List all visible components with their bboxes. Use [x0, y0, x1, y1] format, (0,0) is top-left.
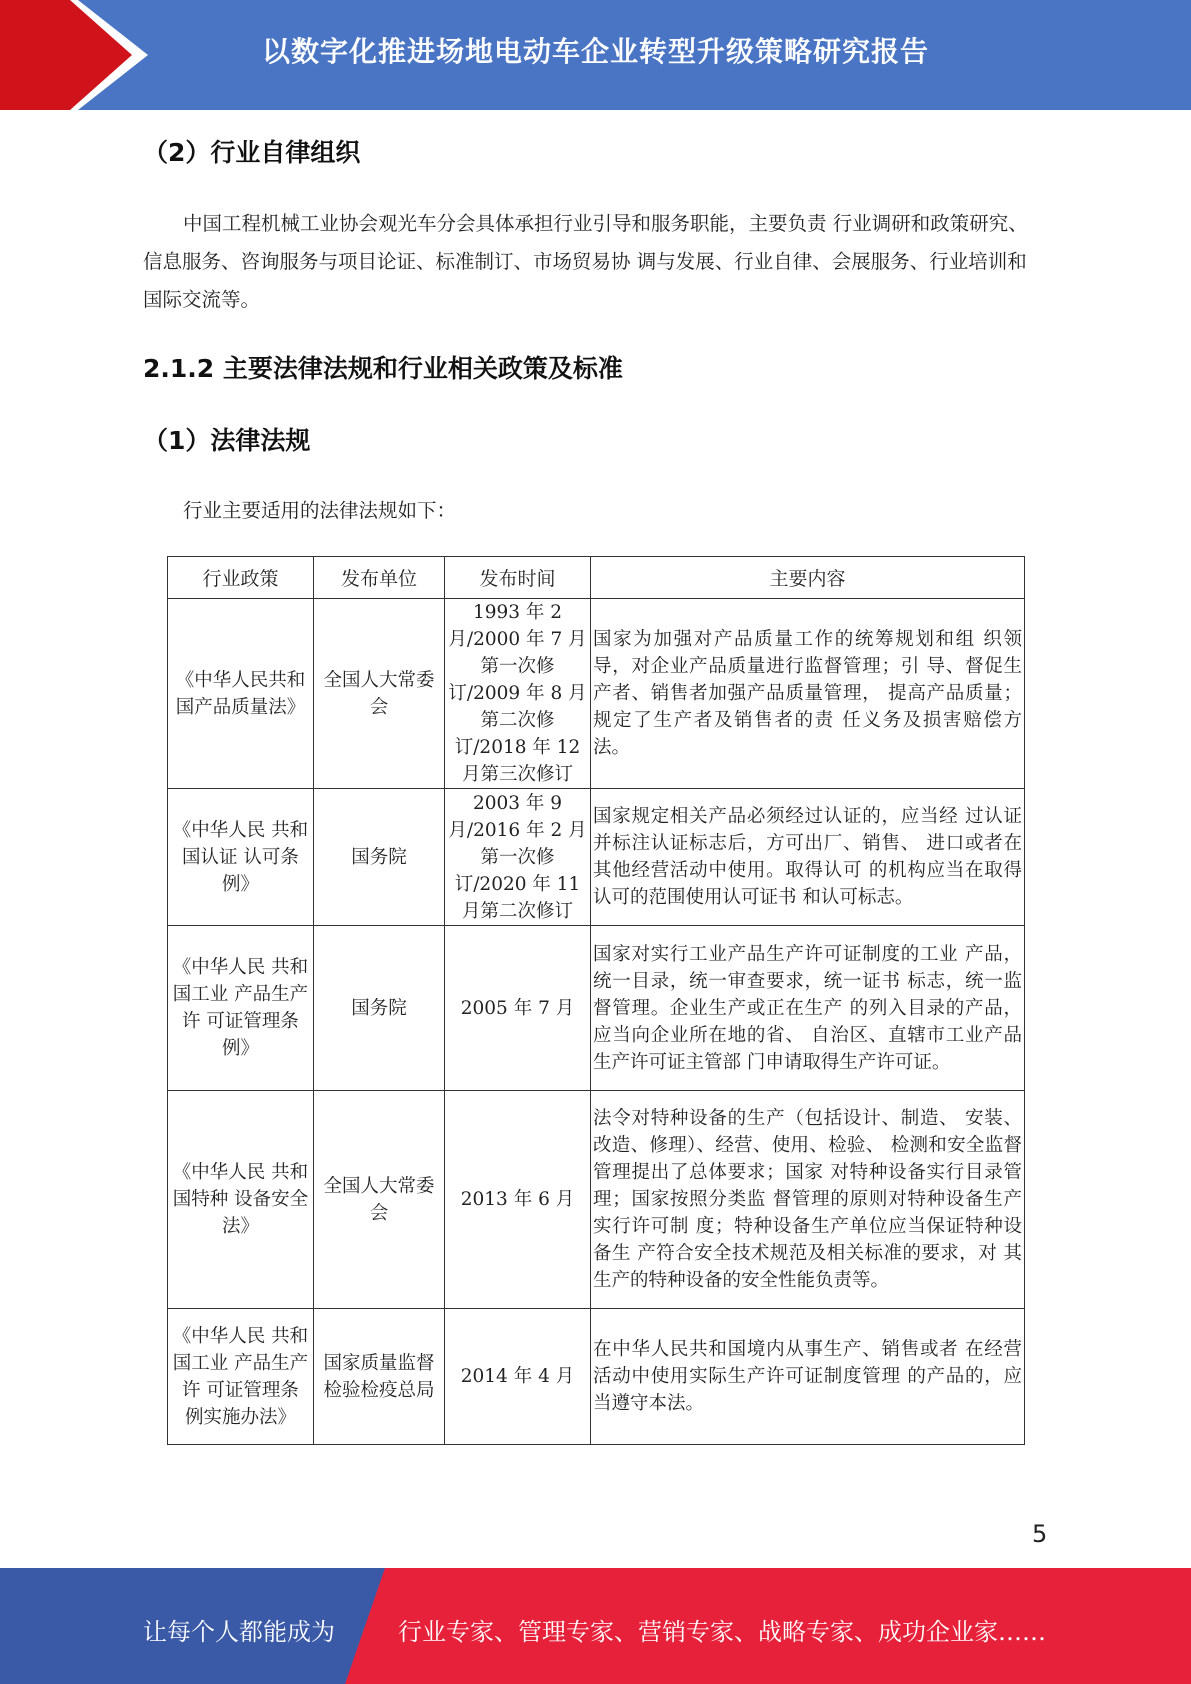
- report-title: 以数字化推进场地电动车企业转型升级策略研究报告: [262, 35, 930, 68]
- header-content: 主要内容: [591, 557, 1025, 599]
- cell-date: 2013 年 6 月: [445, 1091, 591, 1309]
- heading-laws-policies: 2.1.2 主要法律法规和行业相关政策及标准: [143, 354, 623, 383]
- intro-laws-text: 行业主要适用的法律法规如下：: [183, 499, 457, 522]
- cell-content: 国家规定相关产品必须经过认证的，应当经 过认证并标注认证标志后，方可出厂、销售、 进口或者在其他经营活动中使用。取得认可 的机构应当在取得认可的范围使用认可证书 和认可标志。: [591, 789, 1025, 926]
- cell-date: 2005 年 7 月: [445, 926, 591, 1091]
- cell-issuer: 全国人大常委会: [314, 1091, 445, 1309]
- cell-policy: 《中华人民共和国产品质量法》: [168, 599, 314, 789]
- cell-date: 1993 年 2 月/2000 年 7 月第一次修订/2009 年 8 月第二次修订/2018 年 12 月第三次修订: [445, 599, 591, 789]
- table-row: [168, 789, 1025, 926]
- cell-content: 国家为加强对产品质量工作的统筹规划和组 织领导，对企业产品质量进行监督管理；引 导、督促生产者、销售者加强产品质量管理， 提高产品质量；规定了生产者及销售者的责 任义务及损害赔偿方法。: [591, 599, 1025, 789]
- cell-content: 国家对实行工业产品生产许可证制度的工业 产品，统一目录，统一审查要求，统一证书 标志，统一监督管理。企业生产或正在生产 的列入目录的产品，应当向企业所在地的省、 自治区、直辖市工业产品生产许可证主管部 门申请取得生产许可证。: [591, 926, 1025, 1091]
- page-header: [0, 0, 1191, 110]
- header-issuer: 发布单位: [314, 557, 445, 599]
- footer-slogan-right: 行业专家、管理专家、营销专家、战略专家、成功企业家……: [398, 1618, 1046, 1646]
- table-header-row: [168, 557, 1025, 599]
- cell-date: 2014 年 4 月: [445, 1309, 591, 1445]
- header-date: 发布时间: [445, 557, 591, 599]
- cell-issuer: 国务院: [314, 789, 445, 926]
- paragraph-industry-org-text: 中国工程机械工业协会观光车分会具体承担行业引导和服务职能，主要负责 行业调研和政策研究、信息服务、咨询服务与项目论证、标准制订、市场贸易协 调与发展、行业自律、会展服务、行业培训和国际交流等。: [143, 212, 1028, 311]
- cell-policy: 《中华人民 共和国特种 设备安全法》: [168, 1091, 314, 1309]
- cell-date: 2003 年 9 月/2016 年 2 月第一次修订/2020 年 11 月第二次修订: [445, 789, 591, 926]
- heading-industry-org: （2）行业自律组织: [143, 138, 361, 167]
- cell-content: 在中华人民共和国境内从事生产、销售或者 在经营活动中使用实际生产许可证制度管理 的产品的，应当遵守本法。: [591, 1309, 1025, 1445]
- heading-laws: （1）法律法规: [143, 426, 311, 455]
- cell-policy: 《中华人民 共和国工业 产品生产许 可证管理条 例实施办法》: [168, 1309, 314, 1445]
- table-row: [168, 1091, 1025, 1309]
- cell-issuer: 国务院: [314, 926, 445, 1091]
- page-number: 5: [1032, 1520, 1048, 1548]
- intro-laws: [143, 492, 1038, 530]
- cell-issuer: 国家质量监督检验检疫总局: [314, 1309, 445, 1445]
- table-row: [168, 599, 1025, 789]
- table-row: [168, 1309, 1025, 1445]
- cell-policy: 《中华人民 共和国工业 产品生产许 可证管理条 例》: [168, 926, 314, 1091]
- laws-table: [167, 556, 1025, 1445]
- cell-content: 法令对特种设备的生产（包括设计、制造、 安装、改造、修理）、经营、使用、检验、 检测和安全监督管理提出了总体要求；国家 对特种设备实行目录管理；国家按照分类监 督管理的原则对特种设备生产实行许可制 度；特种设备生产单位应当保证特种设备生 产符合安全技术规范及相关标准的要求，对 其生产的特种设备的安全性能负责等。: [591, 1091, 1025, 1309]
- header-policy: 行业政策: [168, 557, 314, 599]
- paragraph-industry-org: [143, 205, 1038, 319]
- header-arrow-graphic: [0, 0, 160, 110]
- table-row: [168, 926, 1025, 1091]
- cell-issuer: 全国人大常委会: [314, 599, 445, 789]
- cell-policy: 《中华人民 共和国认证 认可条例》: [168, 789, 314, 926]
- footer-slogan-left: 让每个人都能成为: [143, 1618, 335, 1646]
